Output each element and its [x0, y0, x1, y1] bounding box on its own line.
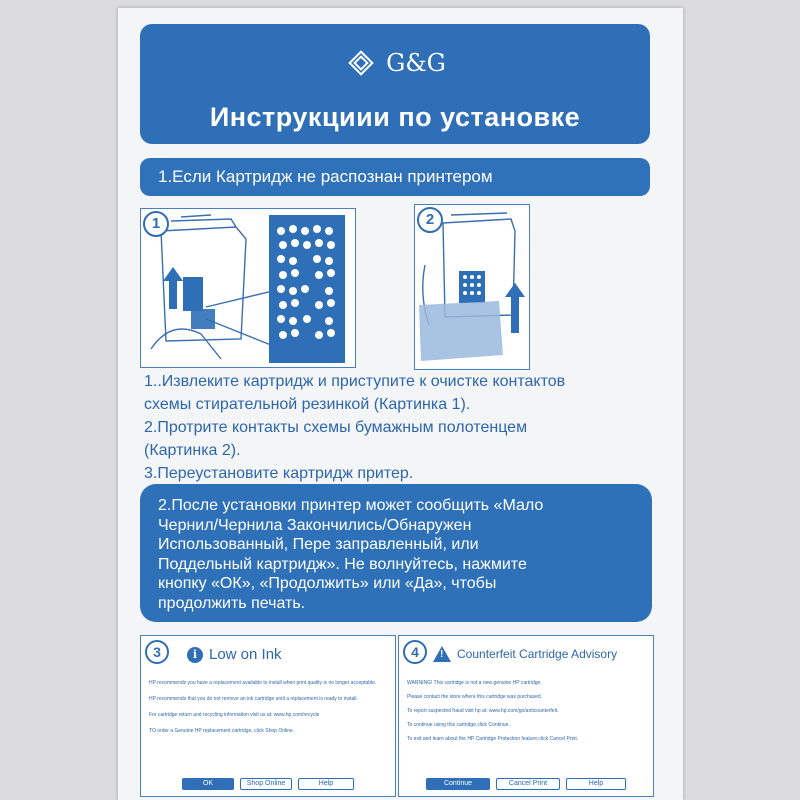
dialog-title-text: Low on Ink — [209, 646, 282, 663]
figure-number-badge: 4 — [403, 640, 427, 664]
title-panel — [140, 24, 650, 144]
dialog-text: Please contact the store where this cartridge was purchased. — [407, 694, 543, 700]
step-line: схемы стирательной резинкой (Картинка 1). — [144, 396, 471, 413]
dialog-title — [187, 646, 389, 663]
figure-1-cartridge-cleaning — [140, 208, 356, 368]
section-2-line: Поддельный картридж». Не волнуйтесь, нажмите — [158, 555, 527, 573]
section-2-line: Чернил/Чернила Закончились/Обнаружен — [158, 516, 472, 534]
brand-logo — [140, 46, 650, 80]
dialog-text: For cartridge return and recycling information visit us at: www.hp.com/recycle — [149, 712, 320, 718]
warning-icon: ! — [433, 646, 451, 662]
dialog-body — [149, 680, 387, 744]
figure-number-badge: 3 — [145, 640, 169, 664]
section-1-heading: 1.Если Картридж не распознан принтером — [140, 158, 650, 196]
section-2-line: 2.После установки принтер может сообщить «Мало — [158, 497, 544, 514]
help-button[interactable]: Help — [566, 778, 626, 790]
section-2-panel — [140, 484, 652, 622]
dialog-text: WARNING! This cartridge is not a new genuine HP cartridge. — [407, 680, 542, 686]
shop-online-button[interactable]: Shop Online — [240, 778, 292, 790]
dialog-text: To report suspected fraud visit hp at: www.hp.com/go/anticounterfeit. — [407, 708, 559, 714]
figure-number-badge: 1 — [143, 211, 169, 237]
dialog-title — [433, 646, 647, 662]
instruction-sheet — [118, 8, 683, 800]
cancel-print-button[interactable]: Cancel Print — [496, 778, 560, 790]
dialog-body — [407, 680, 645, 750]
dialog-buttons — [141, 778, 395, 790]
figure-number-badge: 2 — [417, 207, 443, 233]
gg-logo-icon — [344, 46, 378, 80]
dialog-text: HP recommends that you do not remove an ink cartridge until a replacement is ready to install. — [149, 696, 358, 702]
dialog-title-text: Counterfeit Cartridge Advisory — [457, 647, 618, 661]
dialog-text: To continue using this cartridge,click Continue. — [407, 722, 510, 728]
dialog-text: TO order a Genuine HP replacement cartridge, click Shop Online. — [149, 728, 295, 734]
info-icon: i — [187, 647, 203, 663]
step-line: 3.Переустановите картридж притер. — [144, 465, 414, 482]
dialog-text: To exit and learn about the HP Cartridge Protection feature,click Cancel Print. — [407, 736, 579, 742]
continue-button[interactable]: Continue — [426, 778, 490, 790]
dialog-buttons — [399, 778, 653, 790]
cleaning-steps — [144, 370, 664, 485]
section-2-line: продолжить печать. — [158, 594, 306, 612]
help-button[interactable]: Help — [298, 778, 354, 790]
section-2-line: кнопку «ОК», «Продолжить» или «Да», чтобы — [158, 575, 497, 592]
figure-2-paper-towel — [414, 204, 530, 370]
ok-button[interactable]: OK — [182, 778, 234, 790]
section-2-line: Использованный, Пере заправленный, или — [158, 536, 479, 553]
step-line: (Картинка 2). — [144, 442, 241, 459]
brand-name: G&G — [386, 49, 446, 77]
counterfeit-advisory-dialog — [398, 635, 654, 797]
step-line: 2.Протрите контакты схемы бумажным полотенцем — [144, 419, 528, 436]
dialog-text: HP recommends you have a replacement available to install when print quality is no longer acceptable. — [149, 680, 377, 686]
cartridge-eraser-illustration — [141, 209, 355, 367]
page-title: Инструкциии по установке — [209, 102, 581, 132]
low-on-ink-dialog — [140, 635, 396, 797]
step-line: 1..Извлеките картридж и приступите к очистке контактов — [144, 373, 566, 390]
